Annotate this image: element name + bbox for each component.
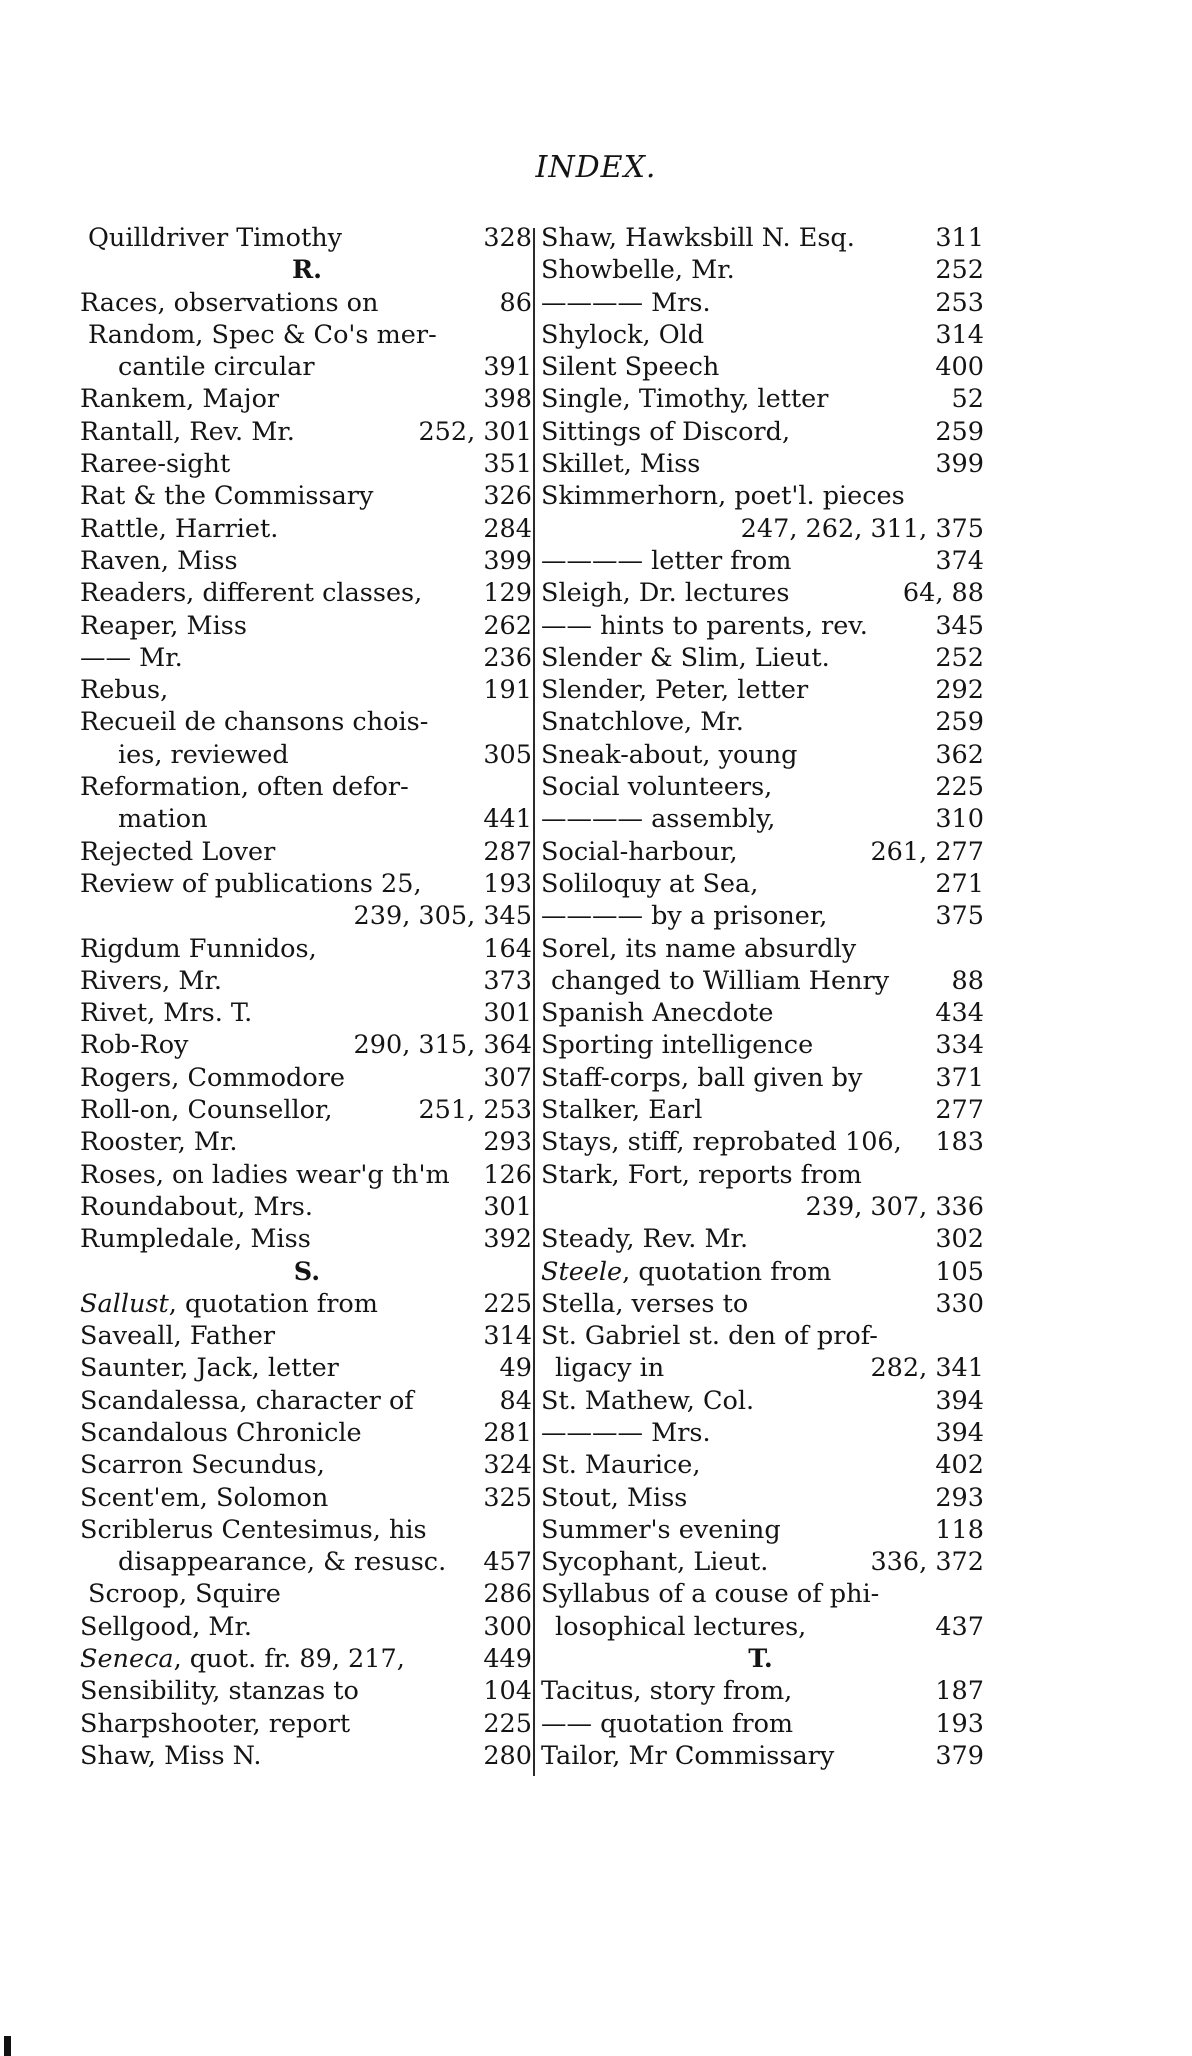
entry-text: Scent'em, Solomon (80, 1482, 329, 1513)
entry-text: Skillet, Miss (541, 449, 701, 480)
entry-pages: 457 (483, 1547, 532, 1578)
index-entry (80, 642, 534, 674)
section-letter (80, 254, 534, 286)
entry-text: Spanish Anecdote (541, 998, 774, 1029)
entry-pages: 305 (483, 739, 532, 770)
entry-pages: 398 (483, 384, 532, 415)
entry-text: Races, observations on (80, 287, 379, 318)
entry-pages: 262 (483, 610, 532, 641)
entry-pages: 104 (483, 1676, 532, 1707)
index-entry (537, 1740, 984, 1772)
entry-pages: 225 (483, 1288, 532, 1319)
entry-text: —— Mr. (80, 642, 183, 673)
entry-pages: 449 (483, 1644, 532, 1675)
index-entry (80, 1352, 534, 1384)
index-entry (537, 1159, 984, 1191)
entry-text: Recueil de chansons chois- (80, 707, 429, 738)
index-entry (537, 254, 984, 286)
entry-text: Summer's evening (541, 1514, 781, 1545)
entry-text: Steele, quotation from (541, 1256, 832, 1287)
index-entry (537, 1417, 984, 1449)
entry-pages: 301 (483, 998, 532, 1029)
entry-pages: 301 (483, 1191, 532, 1222)
entry-text: Staff-corps, ball given by (541, 1062, 863, 1093)
entry-text: Social volunteers, (541, 772, 773, 803)
entry-pages: 326 (483, 481, 532, 512)
index-entry (80, 1675, 534, 1707)
entry-text: losophical lectures, (555, 1611, 807, 1642)
index-entry (537, 1514, 984, 1546)
index-entry (537, 1029, 984, 1061)
entry-pages: 105 (935, 1256, 984, 1287)
entry-pages: 88 (951, 965, 984, 996)
entry-pages: 314 (935, 319, 984, 350)
index-entry (80, 997, 534, 1029)
entry-text: cantile circular (118, 352, 315, 383)
section-letter (80, 1256, 534, 1288)
index-entry (80, 771, 534, 803)
entry-text: Review of publications 25, (80, 868, 422, 899)
entry-text: Roll-on, Counsellor, (80, 1095, 333, 1126)
entry-pages: 259 (935, 416, 984, 447)
entry-pages: 336, 372 (870, 1547, 984, 1578)
entry-pages: 300 (483, 1611, 532, 1642)
entry-text: Rob-Roy (80, 1030, 189, 1061)
index-entry (537, 1126, 984, 1158)
entry-text: Soliloquy at Sea, (541, 868, 759, 899)
index-entry (537, 1320, 984, 1352)
index-entry (537, 739, 984, 771)
entry-pages: 193 (483, 868, 532, 899)
entry-text: Rigdum Funnidos, (80, 933, 317, 964)
entry-text: Tailor, Mr Commissary (541, 1740, 835, 1771)
entry-pages: 330 (935, 1288, 984, 1319)
entry-pages: 247, 262, 311, 375 (740, 513, 984, 544)
index-entry (537, 416, 984, 448)
entry-text: Shaw, Miss N. (80, 1740, 262, 1771)
index-entry (80, 287, 534, 319)
entry-text: Roundabout, Mrs. (80, 1191, 313, 1222)
index-entry (80, 513, 534, 545)
entry-pages: 402 (935, 1450, 984, 1481)
entry-pages: 292 (935, 675, 984, 706)
index-entry (537, 1578, 984, 1610)
entry-pages: 282, 341 (870, 1353, 984, 1384)
entry-pages: 307 (483, 1062, 532, 1093)
index-entry (537, 610, 984, 642)
entry-text: Rantall, Rev. Mr. (80, 416, 295, 447)
entry-text: Saveall, Father (80, 1321, 276, 1352)
index-entry (537, 513, 984, 545)
entry-pages: 252, 301 (418, 416, 532, 447)
entry-text: ———— Mrs. (541, 287, 711, 318)
entry-text: Reformation, often defor- (80, 772, 409, 803)
index-entry (537, 642, 984, 674)
index-entry (80, 1708, 534, 1740)
index-entry (537, 1191, 984, 1223)
entry-pages: 399 (483, 545, 532, 576)
index-entry (80, 739, 534, 771)
entry-text: Shaw, Hawksbill N. Esq. (541, 223, 855, 253)
entry-text: Sallust, quotation from (80, 1288, 378, 1319)
index-entry (537, 803, 984, 835)
entry-text: Rejected Lover (80, 836, 276, 867)
index-entry (80, 319, 534, 351)
entry-pages: 236 (483, 642, 532, 673)
section-letter (537, 1643, 984, 1675)
index-entry (80, 1126, 534, 1158)
entry-pages: 399 (935, 449, 984, 480)
entry-pages: 325 (483, 1482, 532, 1513)
entry-text: Roses, on ladies wear'g th'm (80, 1159, 450, 1190)
index-entry (80, 222, 534, 254)
index-entry (80, 383, 534, 415)
entry-pages: 225 (483, 1708, 532, 1739)
entry-text: Rivet, Mrs. T. (80, 998, 253, 1029)
entry-text: Snatchlove, Mr. (541, 707, 744, 738)
entry-pages: 362 (935, 739, 984, 770)
index-entry (80, 1288, 534, 1320)
entry-text: Showbelle, Mr. (541, 255, 735, 286)
entry-pages: 371 (935, 1062, 984, 1093)
entry-pages: 49 (499, 1353, 532, 1384)
entry-pages: 187 (935, 1676, 984, 1707)
index-entry (537, 448, 984, 480)
index-entry (537, 1352, 984, 1384)
entry-pages: 52 (951, 384, 984, 415)
index-entry (537, 1611, 984, 1643)
entry-pages: 193 (935, 1708, 984, 1739)
entry-text: —— quotation from (541, 1708, 794, 1739)
entry-pages: 328 (483, 223, 532, 253)
index-entry (537, 1449, 984, 1481)
entry-text: Stalker, Earl (541, 1095, 703, 1126)
index-entry (80, 545, 534, 577)
entry-pages: 345 (935, 610, 984, 641)
entry-pages: 373 (483, 965, 532, 996)
entry-text: Stella, verses to (541, 1288, 749, 1319)
entry-text: S. (293, 1256, 321, 1287)
entry-text: Rat & the Commissary (80, 481, 374, 512)
entry-text: Silent Speech (541, 352, 720, 383)
entry-pages: 261, 277 (870, 836, 984, 867)
index-entry (537, 674, 984, 706)
index-entry (80, 1223, 534, 1255)
index-entry (537, 868, 984, 900)
entry-pages: 183 (935, 1127, 984, 1158)
index-entry (537, 319, 984, 351)
entry-pages: 126 (483, 1159, 532, 1190)
entry-pages: 84 (499, 1385, 532, 1416)
entry-text: —— hints to parents, rev. (541, 610, 868, 641)
index-entry (537, 1094, 984, 1126)
entry-text: Readers, different classes, (80, 578, 423, 609)
entry-text: Sharpshooter, report (80, 1708, 351, 1739)
entry-pages: 314 (483, 1321, 532, 1352)
entry-pages: 252 (935, 255, 984, 286)
entry-text: ———— Mrs. (541, 1417, 711, 1448)
entry-text: Scarron Secundus, (80, 1450, 325, 1481)
index-entry (537, 771, 984, 803)
entry-pages: 280 (483, 1740, 532, 1771)
entry-text: St. Mathew, Col. (541, 1385, 755, 1416)
index-columns (80, 222, 984, 1802)
entry-pages: 374 (935, 545, 984, 576)
entry-text: R. (291, 255, 323, 286)
index-entry (537, 1223, 984, 1255)
index-entry (80, 1320, 534, 1352)
entry-pages: 392 (483, 1224, 532, 1255)
index-entry (80, 416, 534, 448)
index-entry (537, 1708, 984, 1740)
entry-text: changed to William Henry (551, 965, 890, 996)
index-entry (80, 351, 534, 383)
index-entry (537, 965, 984, 997)
entry-text: Social-harbour, (541, 836, 738, 867)
entry-text: St. Maurice, (541, 1450, 701, 1481)
entry-pages: 290, 315, 364 (353, 1030, 532, 1061)
index-entry (537, 836, 984, 868)
entry-pages: 434 (935, 998, 984, 1029)
entry-text: Skimmerhorn, poet'l. pieces (541, 481, 905, 512)
entry-pages: 253 (935, 287, 984, 318)
entry-text: Sleigh, Dr. lectures (541, 578, 790, 609)
entry-pages: 375 (935, 901, 984, 932)
entry-text: Steady, Rev. Mr. (541, 1224, 749, 1255)
index-entry (80, 1514, 534, 1546)
entry-text: St. Gabriel st. den of prof- (541, 1321, 878, 1352)
entry-text: Scroop, Squire (88, 1579, 281, 1610)
entry-pages: 334 (935, 1030, 984, 1061)
entry-text: Sittings of Discord, (541, 416, 791, 447)
entry-pages: 86 (499, 287, 532, 318)
entry-text: ligacy in (555, 1353, 665, 1384)
entry-text: Scandalessa, character of (80, 1385, 414, 1416)
entry-pages: 118 (935, 1514, 984, 1545)
index-entry (537, 1546, 984, 1578)
index-entry (537, 383, 984, 415)
entry-text: Rattle, Harriet. (80, 513, 279, 544)
index-entry (80, 1094, 534, 1126)
index-entry (80, 1643, 534, 1675)
entry-pages: 129 (483, 578, 532, 609)
entry-pages: 281 (483, 1417, 532, 1448)
index-entry (537, 1062, 984, 1094)
index-entry (80, 480, 534, 512)
entry-pages: 293 (483, 1127, 532, 1158)
index-entry (537, 1482, 984, 1514)
entry-text: ———— letter from (541, 545, 792, 576)
index-entry (80, 1159, 534, 1191)
column-divider (533, 228, 535, 1776)
index-entry (537, 997, 984, 1029)
entry-pages: 271 (935, 868, 984, 899)
right-column (537, 222, 984, 1772)
index-entry (80, 674, 534, 706)
index-entry (537, 933, 984, 965)
index-entry (80, 1417, 534, 1449)
index-entry (80, 1191, 534, 1223)
index-entry (80, 965, 534, 997)
index-entry (80, 868, 534, 900)
entry-text: Saunter, Jack, letter (80, 1353, 339, 1384)
entry-pages: 379 (935, 1740, 984, 1771)
entry-text: mation (118, 804, 208, 835)
entry-text: Stout, Miss (541, 1482, 688, 1513)
index-entry (537, 577, 984, 609)
index-entry (537, 222, 984, 254)
entry-pages: 293 (935, 1482, 984, 1513)
index-entry (537, 545, 984, 577)
entry-text: Rooster, Mr. (80, 1127, 238, 1158)
index-entry (537, 480, 984, 512)
entry-pages: 311 (935, 223, 984, 253)
index-entry (80, 1611, 534, 1643)
entry-text: ———— by a prisoner, (541, 901, 828, 932)
entry-pages: 191 (483, 675, 532, 706)
index-entry (80, 803, 534, 835)
index-entry (80, 1385, 534, 1417)
entry-pages: 259 (935, 707, 984, 738)
entry-text: Sycophant, Lieut. (541, 1547, 769, 1578)
index-entry (80, 836, 534, 868)
margin-mark (4, 2036, 11, 2056)
index-entry (537, 1256, 984, 1288)
entry-pages: 400 (935, 352, 984, 383)
entry-pages: 284 (483, 513, 532, 544)
entry-text: disappearance, & resusc. (118, 1547, 447, 1578)
index-entry (537, 900, 984, 932)
index-entry (537, 1675, 984, 1707)
entry-pages: 302 (935, 1224, 984, 1255)
page-title: INDEX. (535, 150, 657, 185)
entry-text: Stays, stiff, reprobated 106, (541, 1127, 902, 1158)
entry-pages: 441 (483, 804, 532, 835)
entry-pages: 351 (483, 449, 532, 480)
entry-text: Raree-sight (80, 449, 231, 480)
entry-text: Stark, Fort, reports from (541, 1159, 862, 1190)
entry-pages: 239, 307, 336 (805, 1191, 984, 1222)
left-column (80, 222, 534, 1772)
index-entry (80, 900, 534, 932)
entry-text: Sensibility, stanzas to (80, 1676, 359, 1707)
index-entry (537, 1288, 984, 1320)
index-entry (80, 1740, 534, 1772)
entry-pages: 287 (483, 836, 532, 867)
entry-pages: 394 (935, 1417, 984, 1448)
entry-pages: 286 (483, 1579, 532, 1610)
entry-text: ———— assembly, (541, 804, 776, 835)
entry-text: Slender, Peter, letter (541, 675, 809, 706)
entry-text: Sneak-about, young (541, 739, 798, 770)
index-entry (80, 1482, 534, 1514)
entry-text: Seneca, quot. fr. 89, 217, (80, 1644, 405, 1675)
entry-text: Rumpledale, Miss (80, 1224, 311, 1255)
index-entry (80, 1062, 534, 1094)
index-entry (80, 1449, 534, 1481)
index-entry (80, 933, 534, 965)
entry-text: Rogers, Commodore (80, 1062, 345, 1093)
index-entry (80, 1546, 534, 1578)
entry-text: Quilldriver Timothy (88, 223, 343, 253)
entry-pages: 64, 88 (902, 578, 984, 609)
index-entry (537, 287, 984, 319)
entry-text: Rivers, Mr. (80, 965, 222, 996)
entry-pages: 239, 305, 345 (353, 901, 532, 932)
entry-text: ies, reviewed (118, 739, 289, 770)
entry-pages: 310 (935, 804, 984, 835)
index-entry (80, 706, 534, 738)
entry-text: T. (748, 1644, 773, 1675)
index-entry (80, 577, 534, 609)
entry-pages: 324 (483, 1450, 532, 1481)
entry-text: Scriblerus Centesimus, his (80, 1514, 427, 1545)
index-entry (80, 1578, 534, 1610)
entry-pages: 252 (935, 642, 984, 673)
entry-text: Sorel, its name absurdly (541, 933, 857, 964)
entry-text: Syllabus of a couse of phi- (541, 1579, 880, 1610)
index-entry (537, 706, 984, 738)
entry-text: Random, Spec & Co's mer- (88, 319, 437, 350)
index-entry (80, 610, 534, 642)
entry-pages: 225 (935, 772, 984, 803)
index-entry (537, 1385, 984, 1417)
entry-text: Sporting intelligence (541, 1030, 814, 1061)
entry-pages: 437 (935, 1611, 984, 1642)
entry-text: Raven, Miss (80, 545, 238, 576)
entry-text: Single, Timothy, letter (541, 384, 829, 415)
entry-pages: 277 (935, 1095, 984, 1126)
entry-pages: 164 (483, 933, 532, 964)
entry-pages: 391 (483, 352, 532, 383)
index-entry (80, 1029, 534, 1061)
entry-text: Tacitus, story from, (541, 1676, 793, 1707)
entry-text: Reaper, Miss (80, 610, 247, 641)
entry-text: Scandalous Chronicle (80, 1417, 362, 1448)
entry-pages: 251, 253 (418, 1095, 532, 1126)
entry-text: Rankem, Major (80, 384, 280, 415)
entry-text: Slender & Slim, Lieut. (541, 642, 830, 673)
entry-text: Rebus, (80, 675, 169, 706)
index-entry (80, 448, 534, 480)
entry-text: Sellgood, Mr. (80, 1611, 253, 1642)
entry-pages: 394 (935, 1385, 984, 1416)
index-entry (537, 351, 984, 383)
entry-text: Shylock, Old (541, 319, 705, 350)
